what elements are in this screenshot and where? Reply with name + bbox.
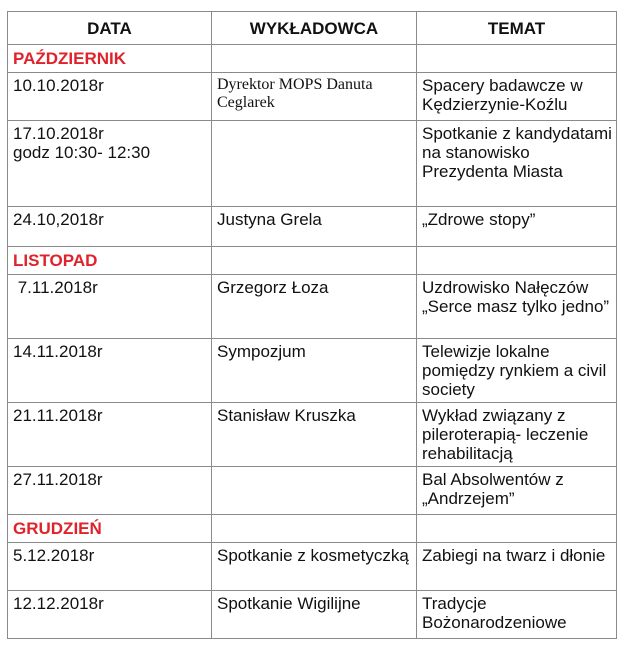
date-cell: 14.11.2018r [8, 339, 212, 403]
date-cell [8, 121, 212, 207]
date-cell: 12.12.2018r [8, 591, 212, 639]
table-row [8, 121, 617, 207]
month-label [8, 247, 212, 275]
time-line: godz 10:30- 12:30 [13, 143, 151, 162]
lecturer-cell: Justyna Grela [212, 207, 417, 247]
empty-cell [417, 247, 617, 275]
table-row [8, 275, 617, 339]
topic-cell: Wykład związany z pileroterapią- leczenie rehabilitacją [417, 403, 617, 467]
date-cell: 5.12.2018r [8, 543, 212, 591]
lecturer-cell: Sympozjum [212, 339, 417, 403]
date-cell: 21.11.2018r [8, 403, 212, 467]
date-line: 17.10.2018r [13, 124, 104, 143]
empty-cell [417, 515, 617, 543]
month-row-october [8, 45, 617, 73]
month-label [8, 45, 212, 73]
date-cell: 7.11.2018r [8, 275, 212, 339]
table-row [8, 467, 617, 515]
table-row [8, 403, 617, 467]
topic-cell: „Zdrowe stopy” [417, 207, 617, 247]
month-name-november: LISTOPAD [13, 251, 98, 270]
table-row [8, 339, 617, 403]
empty-cell [212, 45, 417, 73]
header-topic: TEMAT [417, 12, 617, 45]
lecturer-cell [212, 467, 417, 515]
topic-cell: Uzdrowisko Nałęczów „Serce masz tylko jedno” [417, 275, 617, 339]
lecturer-cell: Dyrektor MOPS Danuta Ceglarek [212, 73, 417, 121]
table-row [8, 73, 617, 121]
table-row [8, 591, 617, 639]
date-cell: 24.10,2018r [8, 207, 212, 247]
empty-cell [417, 45, 617, 73]
empty-cell [212, 515, 417, 543]
lecturer-cell: Spotkanie Wigilijne [212, 591, 417, 639]
lecturer-cell [212, 121, 417, 207]
lecturer-cell: Spotkanie z kosmetyczką [212, 543, 417, 591]
header-row [8, 12, 617, 45]
month-name-october: PAŹDZIERNIK [13, 49, 127, 68]
month-name-december: GRUDZIEŃ [13, 519, 102, 538]
date-cell: 27.11.2018r [8, 467, 212, 515]
month-row-november [8, 247, 617, 275]
header-data: DATA [8, 12, 212, 45]
topic-cell: Tradycje Bożonarodzeniowe [417, 591, 617, 639]
table-row [8, 207, 617, 247]
topic-cell: Spotkanie z kandydatami na stanowisko Prezydenta Miasta [417, 121, 617, 207]
date-cell: 10.10.2018r [8, 73, 212, 121]
topic-cell: Zabiegi na twarz i dłonie [417, 543, 617, 591]
topic-cell: Bal Absolwentów z „Andrzejem” [417, 467, 617, 515]
lecturer-cell: Stanisław Kruszka [212, 403, 417, 467]
lecturer-cell: Grzegorz Łoza [212, 275, 417, 339]
empty-cell [212, 247, 417, 275]
topic-cell: Telewizje lokalne pomiędzy rynkiem a civil society [417, 339, 617, 403]
schedule-table [7, 11, 617, 639]
header-lecturer: WYKŁADOWCA [212, 12, 417, 45]
topic-cell: Spacery badawcze w Kędzierzynie-Koźlu [417, 73, 617, 121]
month-row-december [8, 515, 617, 543]
table-row [8, 543, 617, 591]
month-label [8, 515, 212, 543]
